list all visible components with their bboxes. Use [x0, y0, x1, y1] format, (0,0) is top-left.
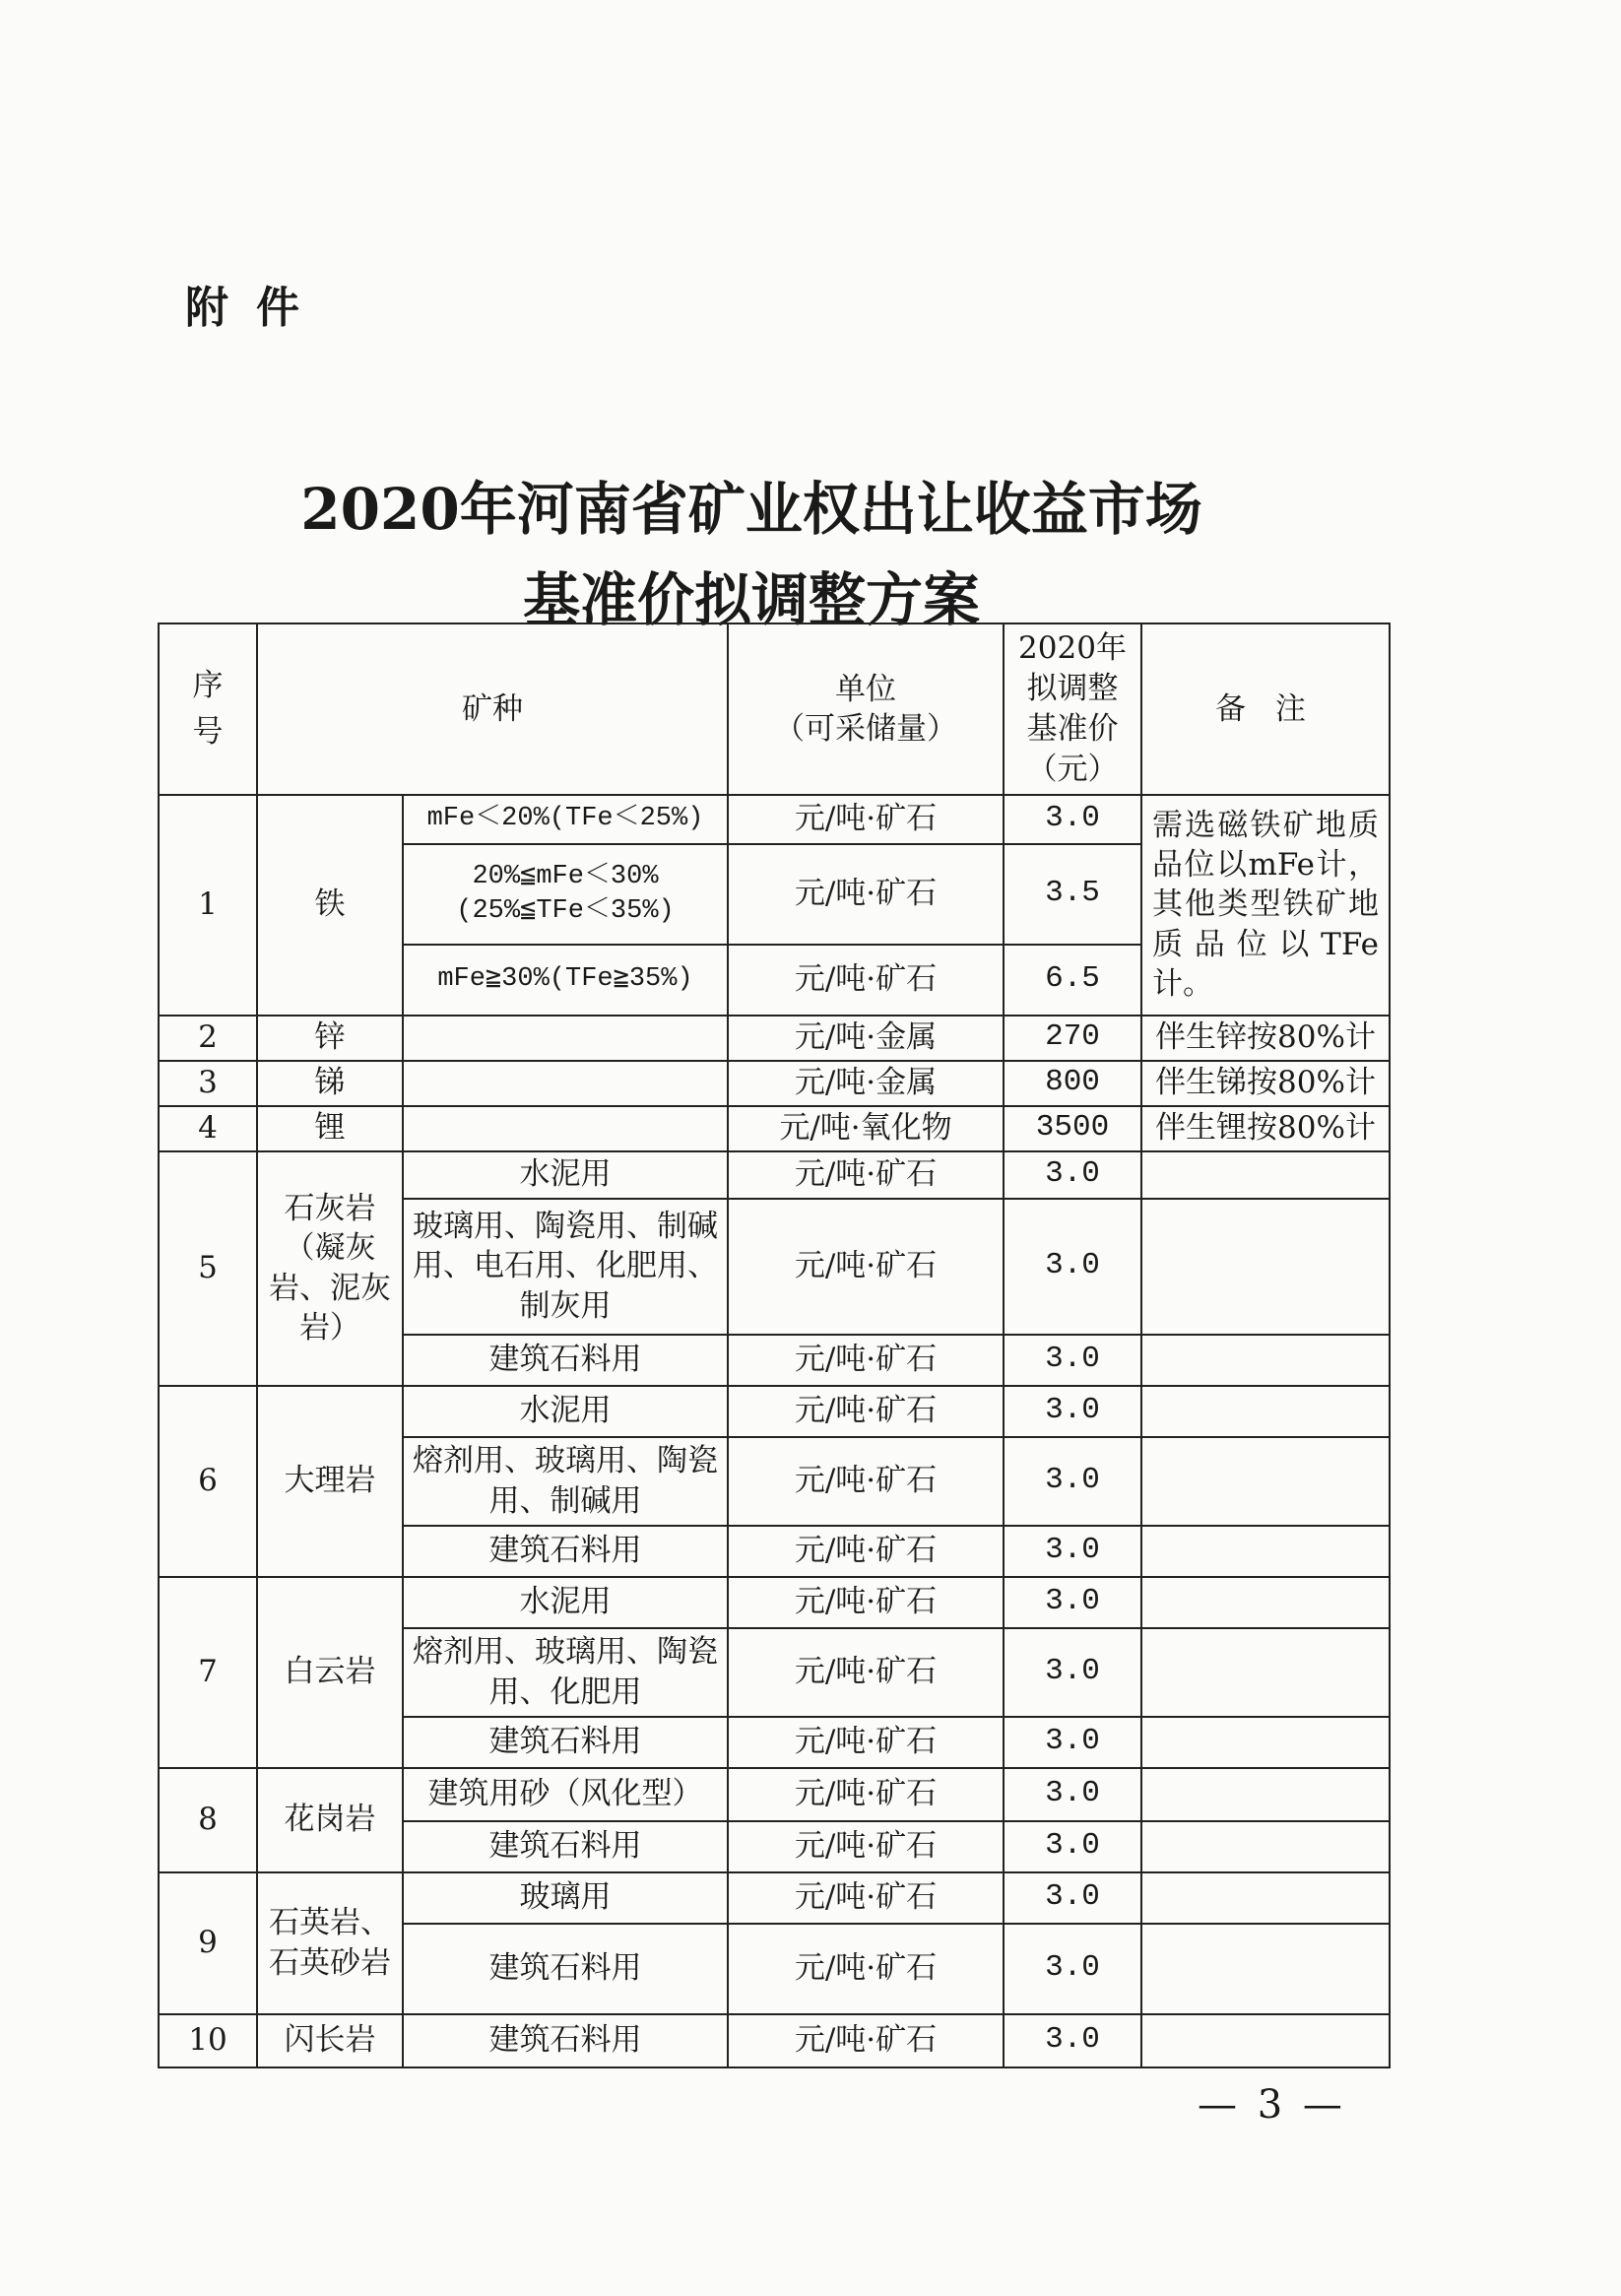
row-seq: 3: [159, 1061, 257, 1106]
row-remark: 需选磁铁矿地质品位以mFe计，其他类型铁矿地质品位以TFe计。: [1141, 795, 1390, 1016]
row-remark: [1141, 1924, 1390, 2014]
row-mineral: 锑: [257, 1061, 403, 1106]
row-unit: 元/吨·金属: [728, 1061, 1004, 1106]
row-subtype: [403, 1016, 728, 1061]
row-unit: 元/吨·矿石: [728, 1577, 1004, 1628]
table-row: [159, 1577, 1390, 1628]
row-unit: 元/吨·矿石: [728, 1437, 1004, 1526]
row-seq: 10: [159, 2014, 257, 2067]
row-seq: 1: [159, 795, 257, 1016]
row-price: 3.0: [1004, 1821, 1141, 1872]
row-seq: 7: [159, 1577, 257, 1768]
row-price: 3.0: [1004, 2014, 1141, 2067]
row-unit: 元/吨·矿石: [728, 1386, 1004, 1437]
row-remark: [1141, 1717, 1390, 1768]
row-unit: 元/吨·矿石: [728, 844, 1004, 945]
table-row: [159, 1151, 1390, 1199]
row-remark: [1141, 1386, 1390, 1437]
row-subtype: 水泥用: [403, 1151, 728, 1199]
row-price: 3.0: [1004, 1768, 1141, 1821]
row-price: 3.5: [1004, 844, 1141, 945]
row-mineral: 闪长岩: [257, 2014, 403, 2067]
row-subtype: 水泥用: [403, 1577, 728, 1628]
table-row: [159, 1386, 1390, 1437]
price-table: [158, 623, 1391, 2068]
row-mineral: 大理岩: [257, 1386, 403, 1577]
row-price: 3500: [1004, 1106, 1141, 1151]
row-mineral: 铁: [257, 795, 403, 1016]
header-price: 2020年 拟调整 基准价 （元）: [1004, 623, 1141, 795]
row-subtype: [403, 1061, 728, 1106]
row-unit: 元/吨·矿石: [728, 795, 1004, 844]
row-seq: 5: [159, 1151, 257, 1386]
table-row: [159, 2014, 1390, 2067]
row-remark: [1141, 1199, 1390, 1335]
row-subtype: 建筑石料用: [403, 1717, 728, 1768]
header-seq: 序号: [159, 623, 257, 795]
header-mineral: 矿种: [257, 623, 728, 795]
row-mineral: 花岗岩: [257, 1768, 403, 1872]
page-title-line2: 基准价拟调整方案: [522, 566, 980, 633]
row-subtype: 熔剂用、玻璃用、陶瓷用、制碱用: [403, 1437, 728, 1526]
row-subtype: 建筑石料用: [403, 1924, 728, 2014]
row-unit: 元/吨·矿石: [728, 1872, 1004, 1924]
row-seq: 2: [159, 1016, 257, 1061]
row-price: 3.0: [1004, 1577, 1141, 1628]
row-subtype: 玻璃用: [403, 1872, 728, 1924]
row-unit: 元/吨·矿石: [728, 1628, 1004, 1717]
row-price: 3.0: [1004, 1437, 1141, 1526]
row-remark: [1141, 1335, 1390, 1386]
row-subtype: 建筑石料用: [403, 1335, 728, 1386]
row-subtype: 建筑用砂（风化型）: [403, 1768, 728, 1821]
row-price: 3.0: [1004, 1628, 1141, 1717]
row-remark: [1141, 1151, 1390, 1199]
row-seq: 4: [159, 1106, 257, 1151]
row-remark: [1141, 1577, 1390, 1628]
row-subtype: 熔剂用、玻璃用、陶瓷用、化肥用: [403, 1628, 728, 1717]
row-mineral: 石英岩、石英砂岩: [257, 1872, 403, 2014]
row-remark: [1141, 1526, 1390, 1577]
row-price: 3.0: [1004, 1199, 1141, 1335]
row-price: 800: [1004, 1061, 1141, 1106]
row-unit: 元/吨·矿石: [728, 2014, 1004, 2067]
row-remark: [1141, 1821, 1390, 1872]
row-unit: 元/吨·矿石: [728, 945, 1004, 1016]
row-price: 3.0: [1004, 1151, 1141, 1199]
row-unit: 元/吨·矿石: [728, 1335, 1004, 1386]
row-unit: 元/吨·金属: [728, 1016, 1004, 1061]
row-remark: 伴生锌按80%计: [1141, 1016, 1390, 1061]
row-unit: 元/吨·矿石: [728, 1821, 1004, 1872]
row-subtype: mFe＜20%(TFe＜25%): [403, 795, 728, 844]
row-price: 3.0: [1004, 1335, 1141, 1386]
row-unit: 元/吨·矿石: [728, 1768, 1004, 1821]
row-seq: 9: [159, 1872, 257, 2014]
header-remark: 备 注: [1141, 623, 1390, 795]
row-remark: [1141, 1628, 1390, 1717]
header-unit: 单位 （可采储量）: [728, 623, 1004, 795]
row-price: 6.5: [1004, 945, 1141, 1016]
row-subtype: 建筑石料用: [403, 2014, 728, 2067]
row-remark: [1141, 1768, 1390, 1821]
row-unit: 元/吨·矿石: [728, 1151, 1004, 1199]
row-remark: [1141, 1872, 1390, 1924]
row-seq: 6: [159, 1386, 257, 1577]
row-subtype: mFe≧30%(TFe≧35%): [403, 945, 728, 1016]
row-remark: [1141, 1437, 1390, 1526]
row-subtype: 20%≦mFe＜30%(25%≦TFe＜35%): [403, 844, 728, 945]
row-subtype: 玻璃用、陶瓷用、制碱用、电石用、化肥用、制灰用: [403, 1199, 728, 1335]
row-price: 3.0: [1004, 1717, 1141, 1768]
row-mineral: 白云岩: [257, 1577, 403, 1768]
row-remark: 伴生锂按80%计: [1141, 1106, 1390, 1151]
table-row: [159, 795, 1390, 844]
row-remark: [1141, 2014, 1390, 2067]
row-unit: 元/吨·氧化物: [728, 1106, 1004, 1151]
page-number: — 3 —: [1198, 2082, 1346, 2128]
attachment-label: 附件: [185, 283, 327, 333]
row-seq: 8: [159, 1768, 257, 1872]
row-mineral: 锌: [257, 1016, 403, 1061]
row-remark: 伴生锑按80%计: [1141, 1061, 1390, 1106]
row-unit: 元/吨·矿石: [728, 1717, 1004, 1768]
row-price: 3.0: [1004, 1872, 1141, 1924]
row-price: 3.0: [1004, 795, 1141, 844]
page-title-line1: 2020年河南省矿业权出让收益市场: [300, 476, 1202, 543]
row-unit: 元/吨·矿石: [728, 1924, 1004, 2014]
table-row: [159, 1768, 1390, 1821]
table-row: [159, 1872, 1390, 1924]
row-mineral: 锂: [257, 1106, 403, 1151]
table-row: [159, 1016, 1390, 1061]
row-price: 3.0: [1004, 1526, 1141, 1577]
row-price: 3.0: [1004, 1386, 1141, 1437]
table-row: [159, 1106, 1390, 1151]
table-row: [159, 1061, 1390, 1106]
row-price: 3.0: [1004, 1924, 1141, 2014]
row-unit: 元/吨·矿石: [728, 1526, 1004, 1577]
row-price: 270: [1004, 1016, 1141, 1061]
row-subtype: [403, 1106, 728, 1151]
row-subtype: 水泥用: [403, 1386, 728, 1437]
row-subtype: 建筑石料用: [403, 1821, 728, 1872]
row-mineral: 石灰岩（凝灰岩、泥灰岩）: [257, 1151, 403, 1386]
table-header-row: [159, 623, 1390, 795]
row-subtype: 建筑石料用: [403, 1526, 728, 1577]
row-unit: 元/吨·矿石: [728, 1199, 1004, 1335]
